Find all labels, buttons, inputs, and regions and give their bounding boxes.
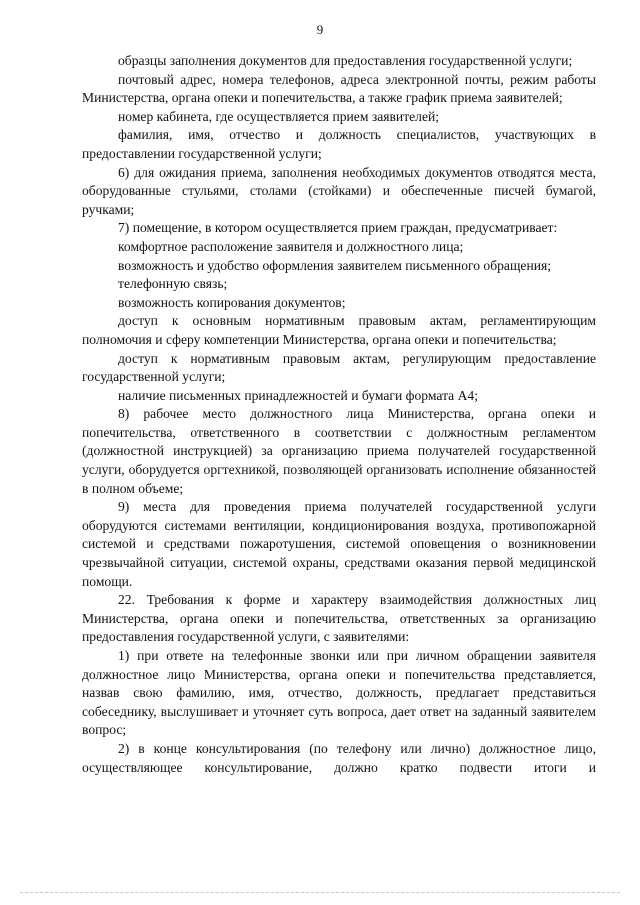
- paragraph: возможность копирования документов;: [118, 294, 346, 310]
- paragraph: 1) при ответе на телефонные звонки или при личном обращении заявителя должностное лицо Министерства, органа опеки и попечительства представляется, назвав свою фамилию, имя, отчество, должность, предлагает представиться собеседнику, выслушивает и уточняет суть вопроса, дает ответ на заданный заявителем вопрос;: [82, 648, 596, 738]
- paragraph: образцы заполнения документов для предоставления государственной услуги;: [118, 53, 573, 68]
- paragraph: номер кабинета, где осуществляется прием заявителей;: [118, 108, 440, 124]
- paragraph: доступ к нормативным правовым актам, регулирующим предоставление государственной услуги;: [82, 350, 596, 385]
- paragraph: 7) помещение, в котором осуществляется прием граждан, предусматривает:: [118, 220, 558, 236]
- paragraph: почтовый адрес, номера телефонов, адреса электронной почты, режим работы Министерства, органа опеки и попечительства, а также график приема заявителей;: [82, 71, 596, 106]
- paragraph: 6) для ожидания приема, заполнения необходимых документов отводятся места, оборудованные стульями, столами (стойками) и обеспеченные писчей бумагой, ручками;: [82, 164, 596, 217]
- paragraph: 8) рабочее место должностного лица Министерства, органа опеки и попечительства, ответственного в соответствии с должностным регламентом (должностной инструкцией) за организацию приема получателей государственной услуги, оборудуется оргтехникой, позволяющей организовать исполнение обязанностей в полном объеме;: [82, 406, 596, 496]
- paragraph: 9) места для проведения приема получателей государственной услуги оборудуются системами вентиляции, кондиционирования воздуха, противопожарной системой и средствами пожаротушения, системой оповещения о возникновении чрезвычайной ситуации, системой охраны, средствами оказания первой медицинской помощи.: [82, 499, 596, 589]
- paragraph: комфортное расположение заявителя и должностного лица;: [118, 238, 464, 254]
- paragraph: фамилия, имя, отчество и должность специалистов, участвующих в предоставлении государственной услуги;: [82, 127, 596, 161]
- paragraph: доступ к основным нормативным правовым актам, регламентирующим полномочия и сферу компетенции Министерства, органа опеки и попечительства;: [82, 313, 596, 347]
- document-body: [82, 52, 596, 777]
- paragraph: телефонную связь;: [118, 276, 228, 292]
- paragraph: наличие письменных принадлежностей и бумаги формата А4;: [118, 387, 478, 403]
- page-bottom-divider: [20, 892, 620, 893]
- paragraph: 22. Требования к форме и характеру взаимодействия должностных лиц Министерства, органа опеки и попечительства, ответственных за организацию предоставления государственной услуги, с заявителями:: [82, 592, 596, 645]
- page-number: 9: [316, 22, 324, 37]
- paragraph: 2) в конце консультирования (по телефону или лично) должностное лицо, осуществляющее консультирование, должно кратко подвести итоги и: [82, 740, 596, 775]
- paragraph: возможность и удобство оформления заявителем письменного обращения;: [118, 257, 552, 273]
